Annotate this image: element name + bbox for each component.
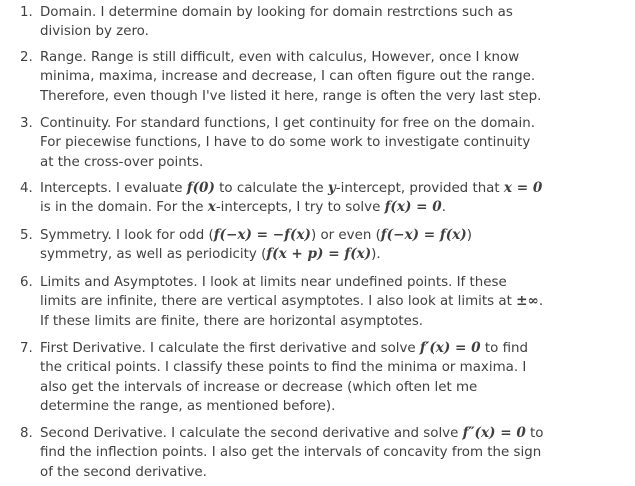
item-text bbox=[40, 273, 545, 331]
item-number: 4. bbox=[20, 181, 33, 196]
text-run: -intercept, provided that bbox=[335, 181, 504, 196]
text-run: . If these limits are finite, there are horizontal asymptotes. bbox=[40, 294, 544, 329]
list-item bbox=[0, 226, 620, 265]
text-run: is in the domain. For the bbox=[40, 200, 208, 216]
list-item bbox=[0, 3, 620, 42]
text-run: to find the inflection points. I also get the intervals of concavity from the sign of the second derivative. bbox=[40, 426, 544, 480]
math-expression: y bbox=[327, 180, 336, 196]
text-run: to find the critical points. I classify these points to find the minima or maxima. I also get the intervals of increase or decrease (which often let me determine the range, as mentioned before). bbox=[40, 341, 529, 415]
math-expression: f′(x) = 0 bbox=[419, 340, 481, 356]
text-run: ) or even ( bbox=[310, 228, 381, 243]
item-text bbox=[40, 424, 545, 482]
math-expression: f(0) bbox=[186, 180, 215, 196]
text-run: Symmetry. I look for odd ( bbox=[40, 228, 214, 243]
math-expression: x = 0 bbox=[503, 180, 543, 196]
item-text bbox=[40, 179, 545, 218]
text-run: -intercepts, I try to solve bbox=[215, 200, 385, 216]
item-number: 1. bbox=[20, 5, 33, 20]
item-text bbox=[40, 339, 545, 417]
item-number: 7. bbox=[20, 341, 33, 356]
math-expression: f(−x) = −f(x) bbox=[213, 227, 311, 243]
item-number: 2. bbox=[20, 50, 33, 65]
math-expression: f(x + p) = f(x) bbox=[266, 246, 372, 263]
text-run: to calculate the bbox=[214, 181, 328, 196]
list-item bbox=[0, 179, 620, 218]
item-text: Range. Range is still difficult, even with calculus, However, once I know minima, maxima, increase and decrease, I can often figure out the range. Therefore, even though I've listed it here, range is often the very last step. bbox=[40, 50, 542, 104]
list-item bbox=[0, 424, 620, 482]
list-item bbox=[0, 273, 620, 331]
item-number: 3. bbox=[20, 116, 33, 131]
list-item bbox=[0, 339, 620, 417]
item-number: 8. bbox=[20, 426, 33, 441]
item-text: Domain. I determine domain by looking for domain restrctions such as division by zero. bbox=[40, 5, 513, 40]
math-expression: f(x) = 0 bbox=[384, 199, 442, 216]
text-run: Second Derivative. I calculate the second derivative and solve bbox=[40, 426, 463, 441]
text-run: ). bbox=[371, 247, 381, 263]
text-run: First Derivative. I calculate the first derivative and solve bbox=[40, 341, 420, 356]
list-item bbox=[0, 114, 620, 172]
text-run: Limits and Asymptotes. I look at limits near undefined points. If these limits are infinite, there are vertical asymptotes. I also look at limits at bbox=[40, 275, 517, 310]
list-item bbox=[0, 48, 620, 106]
item-number: 6. bbox=[20, 275, 33, 290]
text-run: . bbox=[441, 200, 446, 216]
math-expression: f(−x) = f(x) bbox=[380, 227, 467, 243]
item-text: Continuity. For standard functions, I get continuity for free on the domain. For piecewise functions, I have to do some work to investigate continuity at the cross-over points. bbox=[40, 116, 535, 170]
text-run: ) symmetry, as well as periodicity ( bbox=[40, 228, 472, 263]
math-expression: f″(x) = 0 bbox=[462, 425, 526, 441]
item-number: 5. bbox=[20, 228, 33, 243]
math-expression: x bbox=[207, 199, 216, 216]
text-run: Intercepts. I evaluate bbox=[40, 181, 187, 196]
math-expression: ±∞ bbox=[516, 293, 539, 310]
item-text bbox=[40, 226, 545, 265]
